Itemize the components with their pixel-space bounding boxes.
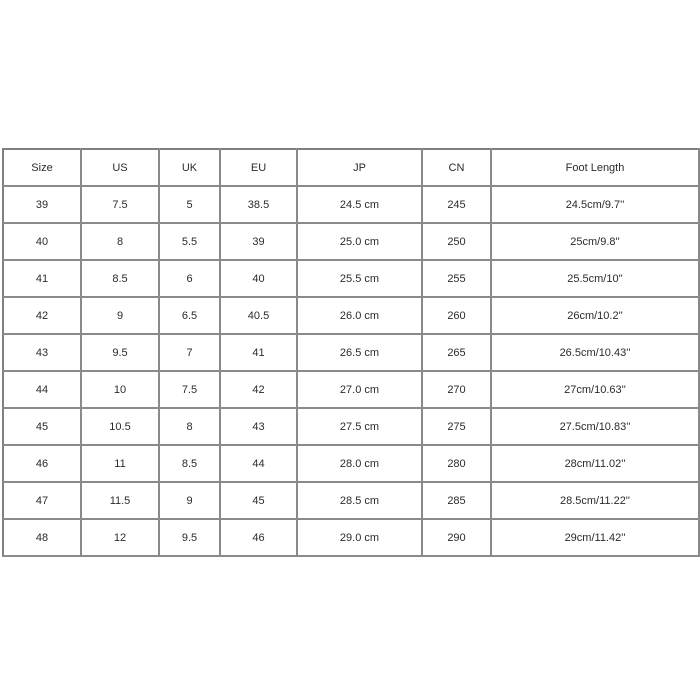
table-row xyxy=(3,260,699,297)
header-uk: UK xyxy=(159,149,220,186)
cell-eu: 45 xyxy=(220,482,297,519)
cell-us: 9 xyxy=(81,297,159,334)
cell-jp: 25.0 cm xyxy=(297,223,422,260)
cell-size: 43 xyxy=(3,334,81,371)
cell-size: 41 xyxy=(3,260,81,297)
cell-uk: 9 xyxy=(159,482,220,519)
cell-us: 10 xyxy=(81,371,159,408)
cell-eu: 43 xyxy=(220,408,297,445)
cell-eu: 46 xyxy=(220,519,297,556)
cell-foot-length: 28cm/11.02'' xyxy=(491,445,699,482)
cell-cn: 255 xyxy=(422,260,491,297)
table-row xyxy=(3,297,699,334)
table-row xyxy=(3,519,699,556)
cell-size: 42 xyxy=(3,297,81,334)
cell-size: 45 xyxy=(3,408,81,445)
header-jp: JP xyxy=(297,149,422,186)
cell-size: 39 xyxy=(3,186,81,223)
cell-size: 44 xyxy=(3,371,81,408)
cell-eu: 40.5 xyxy=(220,297,297,334)
cell-jp: 29.0 cm xyxy=(297,519,422,556)
cell-uk: 5.5 xyxy=(159,223,220,260)
cell-foot-length: 29cm/11.42'' xyxy=(491,519,699,556)
cell-size: 48 xyxy=(3,519,81,556)
cell-cn: 265 xyxy=(422,334,491,371)
cell-us: 12 xyxy=(81,519,159,556)
cell-foot-length: 26cm/10.2'' xyxy=(491,297,699,334)
cell-us: 7.5 xyxy=(81,186,159,223)
cell-size: 40 xyxy=(3,223,81,260)
cell-uk: 8 xyxy=(159,408,220,445)
cell-foot-length: 28.5cm/11.22'' xyxy=(491,482,699,519)
cell-uk: 7 xyxy=(159,334,220,371)
cell-eu: 39 xyxy=(220,223,297,260)
cell-size: 46 xyxy=(3,445,81,482)
cell-jp: 24.5 cm xyxy=(297,186,422,223)
cell-jp: 25.5 cm xyxy=(297,260,422,297)
cell-eu: 44 xyxy=(220,445,297,482)
cell-cn: 250 xyxy=(422,223,491,260)
cell-jp: 27.5 cm xyxy=(297,408,422,445)
cell-jp: 27.0 cm xyxy=(297,371,422,408)
cell-foot-length: 25cm/9.8'' xyxy=(491,223,699,260)
header-eu: EU xyxy=(220,149,297,186)
cell-foot-length: 26.5cm/10.43'' xyxy=(491,334,699,371)
cell-jp: 26.5 cm xyxy=(297,334,422,371)
cell-us: 11 xyxy=(81,445,159,482)
table-row xyxy=(3,408,699,445)
cell-eu: 41 xyxy=(220,334,297,371)
cell-us: 8 xyxy=(81,223,159,260)
cell-jp: 26.0 cm xyxy=(297,297,422,334)
table-body xyxy=(3,186,699,556)
cell-uk: 6 xyxy=(159,260,220,297)
cell-uk: 7.5 xyxy=(159,371,220,408)
cell-foot-length: 27cm/10.63'' xyxy=(491,371,699,408)
cell-jp: 28.0 cm xyxy=(297,445,422,482)
cell-jp: 28.5 cm xyxy=(297,482,422,519)
table-row xyxy=(3,334,699,371)
cell-foot-length: 25.5cm/10'' xyxy=(491,260,699,297)
cell-us: 9.5 xyxy=(81,334,159,371)
cell-cn: 260 xyxy=(422,297,491,334)
table-header-row xyxy=(3,149,699,186)
cell-cn: 275 xyxy=(422,408,491,445)
table-row xyxy=(3,445,699,482)
header-cn: CN xyxy=(422,149,491,186)
cell-cn: 285 xyxy=(422,482,491,519)
cell-cn: 245 xyxy=(422,186,491,223)
size-chart-table xyxy=(2,148,700,557)
cell-foot-length: 24.5cm/9.7'' xyxy=(491,186,699,223)
cell-foot-length: 27.5cm/10.83'' xyxy=(491,408,699,445)
cell-cn: 290 xyxy=(422,519,491,556)
table-row xyxy=(3,223,699,260)
cell-eu: 38.5 xyxy=(220,186,297,223)
table-row xyxy=(3,186,699,223)
cell-uk: 9.5 xyxy=(159,519,220,556)
cell-us: 10.5 xyxy=(81,408,159,445)
cell-uk: 6.5 xyxy=(159,297,220,334)
cell-uk: 5 xyxy=(159,186,220,223)
cell-size: 47 xyxy=(3,482,81,519)
table-row xyxy=(3,371,699,408)
header-us: US xyxy=(81,149,159,186)
cell-eu: 42 xyxy=(220,371,297,408)
cell-us: 11.5 xyxy=(81,482,159,519)
header-foot-length: Foot Length xyxy=(491,149,699,186)
cell-us: 8.5 xyxy=(81,260,159,297)
table-row xyxy=(3,482,699,519)
cell-uk: 8.5 xyxy=(159,445,220,482)
cell-cn: 280 xyxy=(422,445,491,482)
cell-eu: 40 xyxy=(220,260,297,297)
header-size: Size xyxy=(3,149,81,186)
cell-cn: 270 xyxy=(422,371,491,408)
